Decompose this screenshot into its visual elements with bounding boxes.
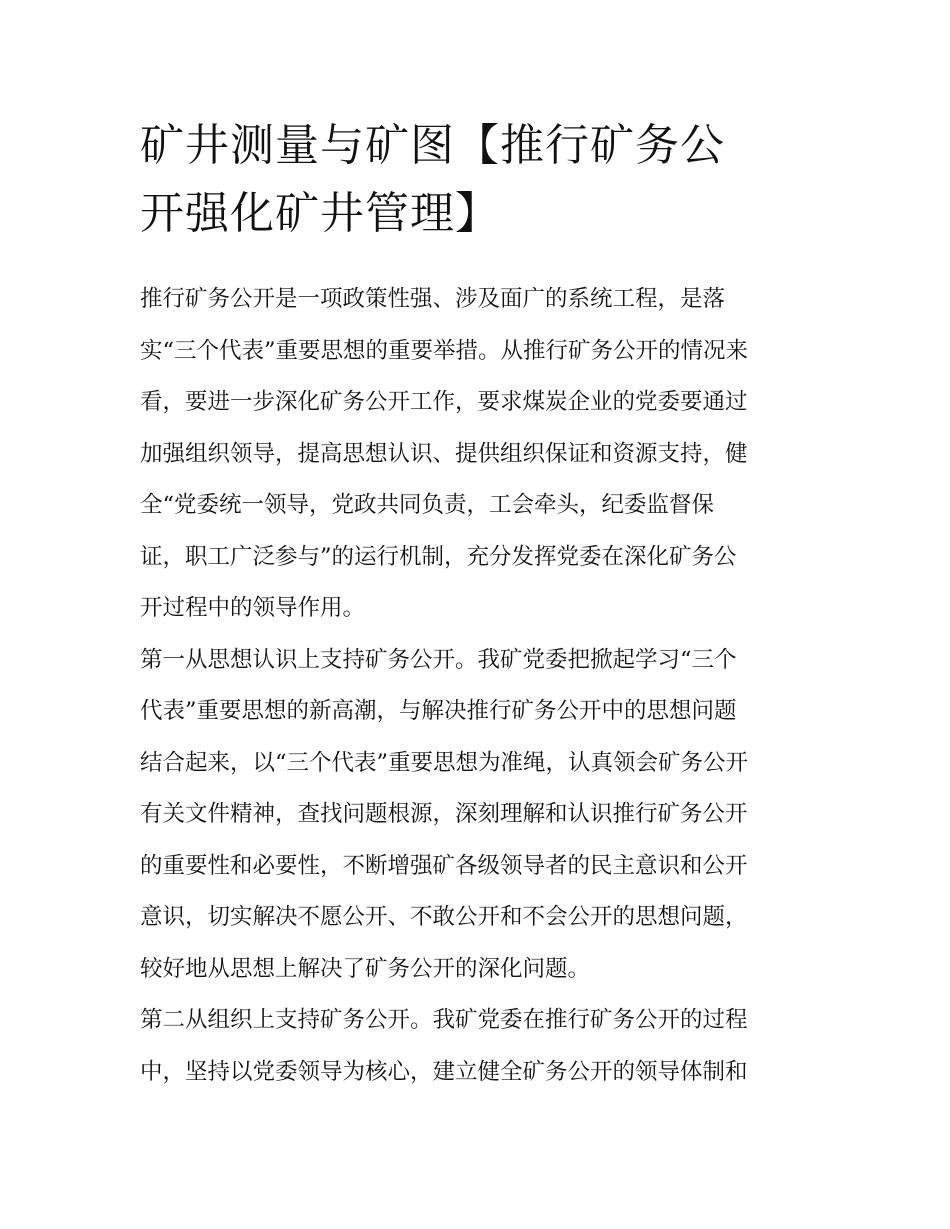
text-line: 实“三个代表”重要思想的重要举措。从推行矿务公开的情况来 <box>140 337 749 364</box>
paragraph-first-point <box>140 635 812 996</box>
text-line: 代表”重要思想的新高潮，与解决推行矿务公开中的思想问题 <box>140 698 737 724</box>
text-line: 第一从思想认识上支持矿务公开。我矿党委把掀起学习“三个 <box>140 646 737 673</box>
title-line: 开强化矿井管理】 <box>140 188 500 239</box>
text-line: 结合起来，以“三个代表”重要思想为准绳，认真领会矿务公开 <box>140 749 749 776</box>
text-line: 开过程中的领导作用。 <box>140 595 366 621</box>
text-line: 中，坚持以党委领导为核心，建立健全矿务公开的领导体制和 <box>140 1058 748 1085</box>
text-line: 全“党委统一领导，党政共同负责，工会牵头，纪委监督保 <box>140 492 715 518</box>
paragraph-second-point <box>140 995 812 1098</box>
title-line: 矿井测量与矿图【推行矿务公 <box>140 120 725 171</box>
document-content <box>140 112 812 1098</box>
text-line: 第二从组织上支持矿务公开。我矿党委在推行矿务公开的过程 <box>140 1007 748 1033</box>
document-body <box>140 274 812 1098</box>
text-line: 有关文件精神，查找问题根源，深刻理解和认识推行矿务公开 <box>140 801 748 827</box>
paragraph-intro <box>140 274 812 635</box>
text-line: 证，职工广泛参与”的运行机制，充分发挥党委在深化矿务公 <box>140 543 737 570</box>
document-title <box>140 112 812 248</box>
text-line: 加强组织领导，提高思想认识、提供组织保证和资源支持，健 <box>140 440 748 467</box>
text-line: 较好地从思想上解决了矿务公开的深化问题。 <box>140 955 591 982</box>
text-line: 看，要进一步深化矿务公开工作，要求煤炭企业的党委要通过 <box>140 389 748 415</box>
text-line: 意识，切实解决不愿公开、不敢公开和不会公开的思想问题， <box>140 904 748 930</box>
text-line: 的重要性和必要性，不断增强矿各级领导者的民主意识和公开 <box>140 852 748 879</box>
text-line: 推行矿务公开是一项政策性强、涉及面广的系统工程，是落 <box>140 286 726 312</box>
